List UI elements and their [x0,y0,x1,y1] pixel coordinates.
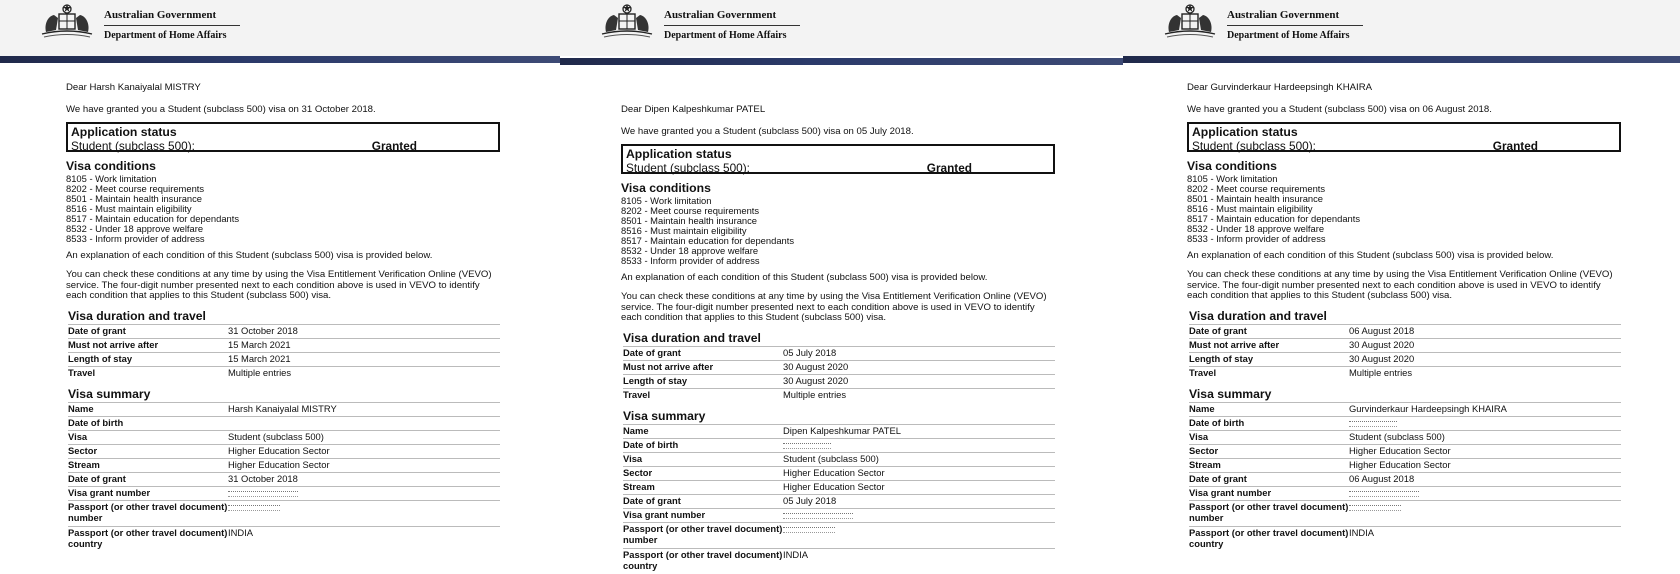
row-label: Length of stay [623,374,783,388]
grant-statement: We have granted you a Student (subclass 500) visa on 05 July 2018. [621,125,914,137]
coat-of-arms-icon [34,2,100,40]
condition-item: 8533 - Inform provider of address [66,232,205,244]
row-value: Student (subclass 500) [228,431,500,445]
table-row [1189,352,1621,366]
government-title: Australian Government [664,9,800,26]
row-label: Visa grant number [1189,487,1349,501]
row-value: Higher Education Sector [1349,445,1621,459]
table-row [68,403,500,417]
table-row [68,417,500,431]
redaction-mark [228,491,298,497]
table-row [623,467,1055,481]
table-row [1189,324,1621,338]
table-row [1189,403,1621,417]
status-visa: Student (subclass 500): [71,138,195,153]
condition-item: 8202 - Meet course requirements [621,204,760,216]
row-label: Name [68,403,228,417]
row-value: 30 August 2020 [1349,338,1621,352]
conditions-list [1187,174,1621,244]
duration-table [68,324,500,380]
row-label: Date of grant [1189,473,1349,487]
coat-of-arms-icon [594,2,660,40]
summary-title: Visa summary [68,386,151,401]
condition-item: 8105 - Work limitation [66,172,157,184]
table-row [68,431,500,445]
visa-letter-2 [560,0,1123,571]
condition-item: 8105 - Work limitation [1187,172,1278,184]
row-label: Stream [1189,459,1349,473]
letterhead [0,0,560,56]
table-row [1189,338,1621,352]
table-row [68,366,500,380]
table-row [623,509,1055,523]
table-row [623,549,1055,574]
table-row [68,445,500,459]
row-value: Multiple entries [783,388,1055,402]
letter-body [1187,83,1621,552]
conditions-explanation: An explanation of each condition of this Student (subclass 500) visa is provided below. [621,271,988,283]
row-label: Passport (or other travel document) number [623,523,783,549]
vevo-paragraph: You can check these conditions at any time by using the Visa Entitlement Verification Online (VEVO) service. The four-digit number presented next to each condition above is used in VEVO to identify each condition that applies to this Student (subclass 500) visa. [621,291,1047,324]
redacted-value [1349,487,1621,501]
letter-body [621,105,1055,574]
status-title: Application status [71,125,177,140]
table-row [623,374,1055,388]
redaction-mark [783,513,853,519]
table-row [623,388,1055,402]
row-value: Higher Education Sector [1349,459,1621,473]
redacted-value [1349,417,1621,431]
conditions-title: Visa conditions [1187,159,1277,174]
conditions-title: Visa conditions [621,181,711,196]
row-label: Stream [623,481,783,495]
row-value: Higher Education Sector [228,459,500,473]
row-value: INDIA [783,549,1055,574]
row-label: Date of birth [623,439,783,453]
row-value: Dipen Kalpeshkumar PATEL [783,425,1055,439]
condition-item: 8501 - Maintain health insurance [66,192,203,204]
redaction-mark [1349,421,1397,427]
duration-title: Visa duration and travel [623,330,761,345]
conditions-title: Visa conditions [66,159,156,174]
department-name: Department of Home Affairs [1227,30,1350,41]
table-row [623,495,1055,509]
row-value [228,417,500,431]
condition-item: 8533 - Inform provider of address [621,254,760,266]
row-label: Travel [1189,366,1349,380]
table-row [68,459,500,473]
visa-letter-3 [1123,0,1680,550]
table-row [1189,445,1621,459]
duration-title: Visa duration and travel [1189,308,1327,323]
row-label: Visa grant number [68,487,228,501]
conditions-explanation: An explanation of each condition of this Student (subclass 500) visa is provided below. [66,249,433,261]
conditions-list [66,174,500,244]
row-value: Student (subclass 500) [783,453,1055,467]
table-row [623,523,1055,549]
condition-item: 8533 - Inform provider of address [1187,232,1326,244]
redacted-value [1349,501,1621,527]
row-label: Must not arrive after [1189,338,1349,352]
row-label: Sector [1189,445,1349,459]
salutation: Dear Gurvinderkaur Hardeepsingh KHAIRA [1187,82,1373,93]
summary-table [68,402,500,552]
row-value: Gurvinderkaur Hardeepsingh KHAIRA [1349,403,1621,417]
condition-item: 8516 - Must maintain eligibility [1187,202,1313,214]
table-row [1189,527,1621,553]
department-name: Department of Home Affairs [664,30,787,41]
redaction-mark [228,505,280,511]
redaction-mark [783,443,831,449]
row-label: Date of birth [68,417,228,431]
row-value: Higher Education Sector [783,467,1055,481]
header-band [0,56,560,63]
application-status-box [621,144,1055,174]
row-value: 05 July 2018 [783,495,1055,509]
row-value: Multiple entries [1349,366,1621,380]
table-row [1189,459,1621,473]
row-label: Date of birth [1189,417,1349,431]
row-label: Date of grant [623,495,783,509]
row-label: Stream [68,459,228,473]
row-label: Name [1189,403,1349,417]
table-row [68,501,500,527]
condition-item: 8532 - Under 18 approve welfare [66,222,204,234]
table-row [1189,501,1621,527]
redaction-mark [1349,505,1401,511]
row-label: Visa grant number [623,509,783,523]
row-label: Sector [623,467,783,481]
header-band [1123,56,1680,63]
row-label: Passport (or other travel document) number [68,501,228,527]
duration-title: Visa duration and travel [68,308,206,323]
status-value: Granted [1492,138,1538,153]
row-label: Visa [1189,431,1349,445]
row-value: Multiple entries [228,366,500,380]
row-value: 06 August 2018 [1349,473,1621,487]
row-label: Travel [68,366,228,380]
row-value: 31 October 2018 [228,324,500,338]
redacted-value [783,439,1055,453]
table-row [623,425,1055,439]
status-value: Granted [371,138,417,153]
condition-item: 8516 - Must maintain eligibility [621,224,747,236]
row-label: Travel [623,388,783,402]
condition-item: 8202 - Meet course requirements [66,182,205,194]
row-label: Length of stay [1189,352,1349,366]
coat-of-arms-icon [1157,2,1223,40]
table-row [1189,473,1621,487]
condition-item: 8501 - Maintain health insurance [1187,192,1324,204]
table-row [1189,366,1621,380]
conditions-explanation: An explanation of each condition of this Student (subclass 500) visa is provided below. [1187,249,1554,261]
duration-table [1189,324,1621,380]
condition-item: 8105 - Work limitation [621,194,712,206]
row-value: 15 March 2021 [228,352,500,366]
letterhead [1123,0,1680,56]
row-label: Visa [68,431,228,445]
table-row [1189,487,1621,501]
duration-table [623,346,1055,402]
government-title: Australian Government [1227,9,1363,26]
condition-item: 8516 - Must maintain eligibility [66,202,192,214]
table-row [68,324,500,338]
status-title: Application status [1192,125,1298,140]
row-label: Visa [623,453,783,467]
visa-letter-1 [0,0,560,550]
condition-item: 8517 - Maintain education for dependants [66,212,240,224]
row-value: 30 August 2020 [783,374,1055,388]
vevo-paragraph: You can check these conditions at any time by using the Visa Entitlement Verification Online (VEVO) service. The four-digit number presented next to each condition above is used in VEVO to identify each condition that applies to this Student (subclass 500) visa. [66,269,492,302]
row-value: 30 August 2020 [1349,352,1621,366]
row-label: Date of grant [68,324,228,338]
conditions-list [621,196,1055,266]
salutation: Dear Harsh Kanaiyalal MISTRY [66,82,201,93]
table-row [623,453,1055,467]
condition-item: 8532 - Under 18 approve welfare [1187,222,1325,234]
salutation: Dear Dipen Kalpeshkumar PATEL [621,104,766,115]
summary-table [623,424,1055,574]
table-row [68,352,500,366]
row-value: Higher Education Sector [228,445,500,459]
row-label: Name [623,425,783,439]
table-row [623,360,1055,374]
government-title: Australian Government [104,9,240,26]
summary-table [1189,402,1621,552]
status-value: Granted [926,160,972,175]
row-label: Must not arrive after [68,338,228,352]
row-label: Passport (or other travel document) country [623,549,783,574]
department-name: Department of Home Affairs [104,30,227,41]
row-value: Higher Education Sector [783,481,1055,495]
row-value: 06 August 2018 [1349,324,1621,338]
condition-item: 8202 - Meet course requirements [1187,182,1326,194]
application-status-box [1187,122,1621,152]
condition-item: 8517 - Maintain education for dependants [1187,212,1361,224]
row-value: INDIA [1349,527,1621,553]
application-status-box [66,122,500,152]
table-row [68,473,500,487]
status-visa: Student (subclass 500): [626,160,750,175]
row-value: 30 August 2020 [783,360,1055,374]
redacted-value [783,523,1055,549]
row-value: Harsh Kanaiyalal MISTRY [228,403,500,417]
redacted-value [228,487,500,501]
summary-title: Visa summary [623,408,706,423]
table-row [68,527,500,553]
row-label: Date of grant [68,473,228,487]
grant-statement: We have granted you a Student (subclass 500) visa on 31 October 2018. [66,103,376,115]
row-value: 15 March 2021 [228,338,500,352]
letter-body [66,83,500,552]
row-label: Passport (or other travel document) country [1189,527,1349,553]
header-band [560,58,1123,65]
status-visa: Student (subclass 500): [1192,138,1316,153]
condition-item: 8501 - Maintain health insurance [621,214,758,226]
table-row [1189,431,1621,445]
table-row [623,481,1055,495]
condition-item: 8517 - Maintain education for dependants [621,234,795,246]
letterhead [560,0,1123,56]
redacted-value [228,501,500,527]
row-label: Sector [68,445,228,459]
redaction-mark [783,527,835,533]
row-label: Passport (or other travel document) number [1189,501,1349,527]
grant-statement: We have granted you a Student (subclass 500) visa on 06 August 2018. [1187,103,1492,115]
row-label: Passport (or other travel document) country [68,527,228,553]
row-value: 05 July 2018 [783,346,1055,360]
row-label: Date of grant [623,346,783,360]
row-value: 31 October 2018 [228,473,500,487]
row-value: Student (subclass 500) [1349,431,1621,445]
table-row [68,487,500,501]
condition-item: 8532 - Under 18 approve welfare [621,244,759,256]
summary-title: Visa summary [1189,386,1272,401]
table-row [68,338,500,352]
row-label: Must not arrive after [623,360,783,374]
vevo-paragraph: You can check these conditions at any time by using the Visa Entitlement Verification Online (VEVO) service. The four-digit number presented next to each condition above is used in VEVO to identify each condition that applies to this Student (subclass 500) visa. [1187,269,1613,302]
redacted-value [783,509,1055,523]
redaction-mark [1349,491,1419,497]
row-label: Length of stay [68,352,228,366]
table-row [623,439,1055,453]
row-value: INDIA [228,527,500,553]
table-row [1189,417,1621,431]
table-row [623,346,1055,360]
status-title: Application status [626,147,732,162]
row-label: Date of grant [1189,324,1349,338]
